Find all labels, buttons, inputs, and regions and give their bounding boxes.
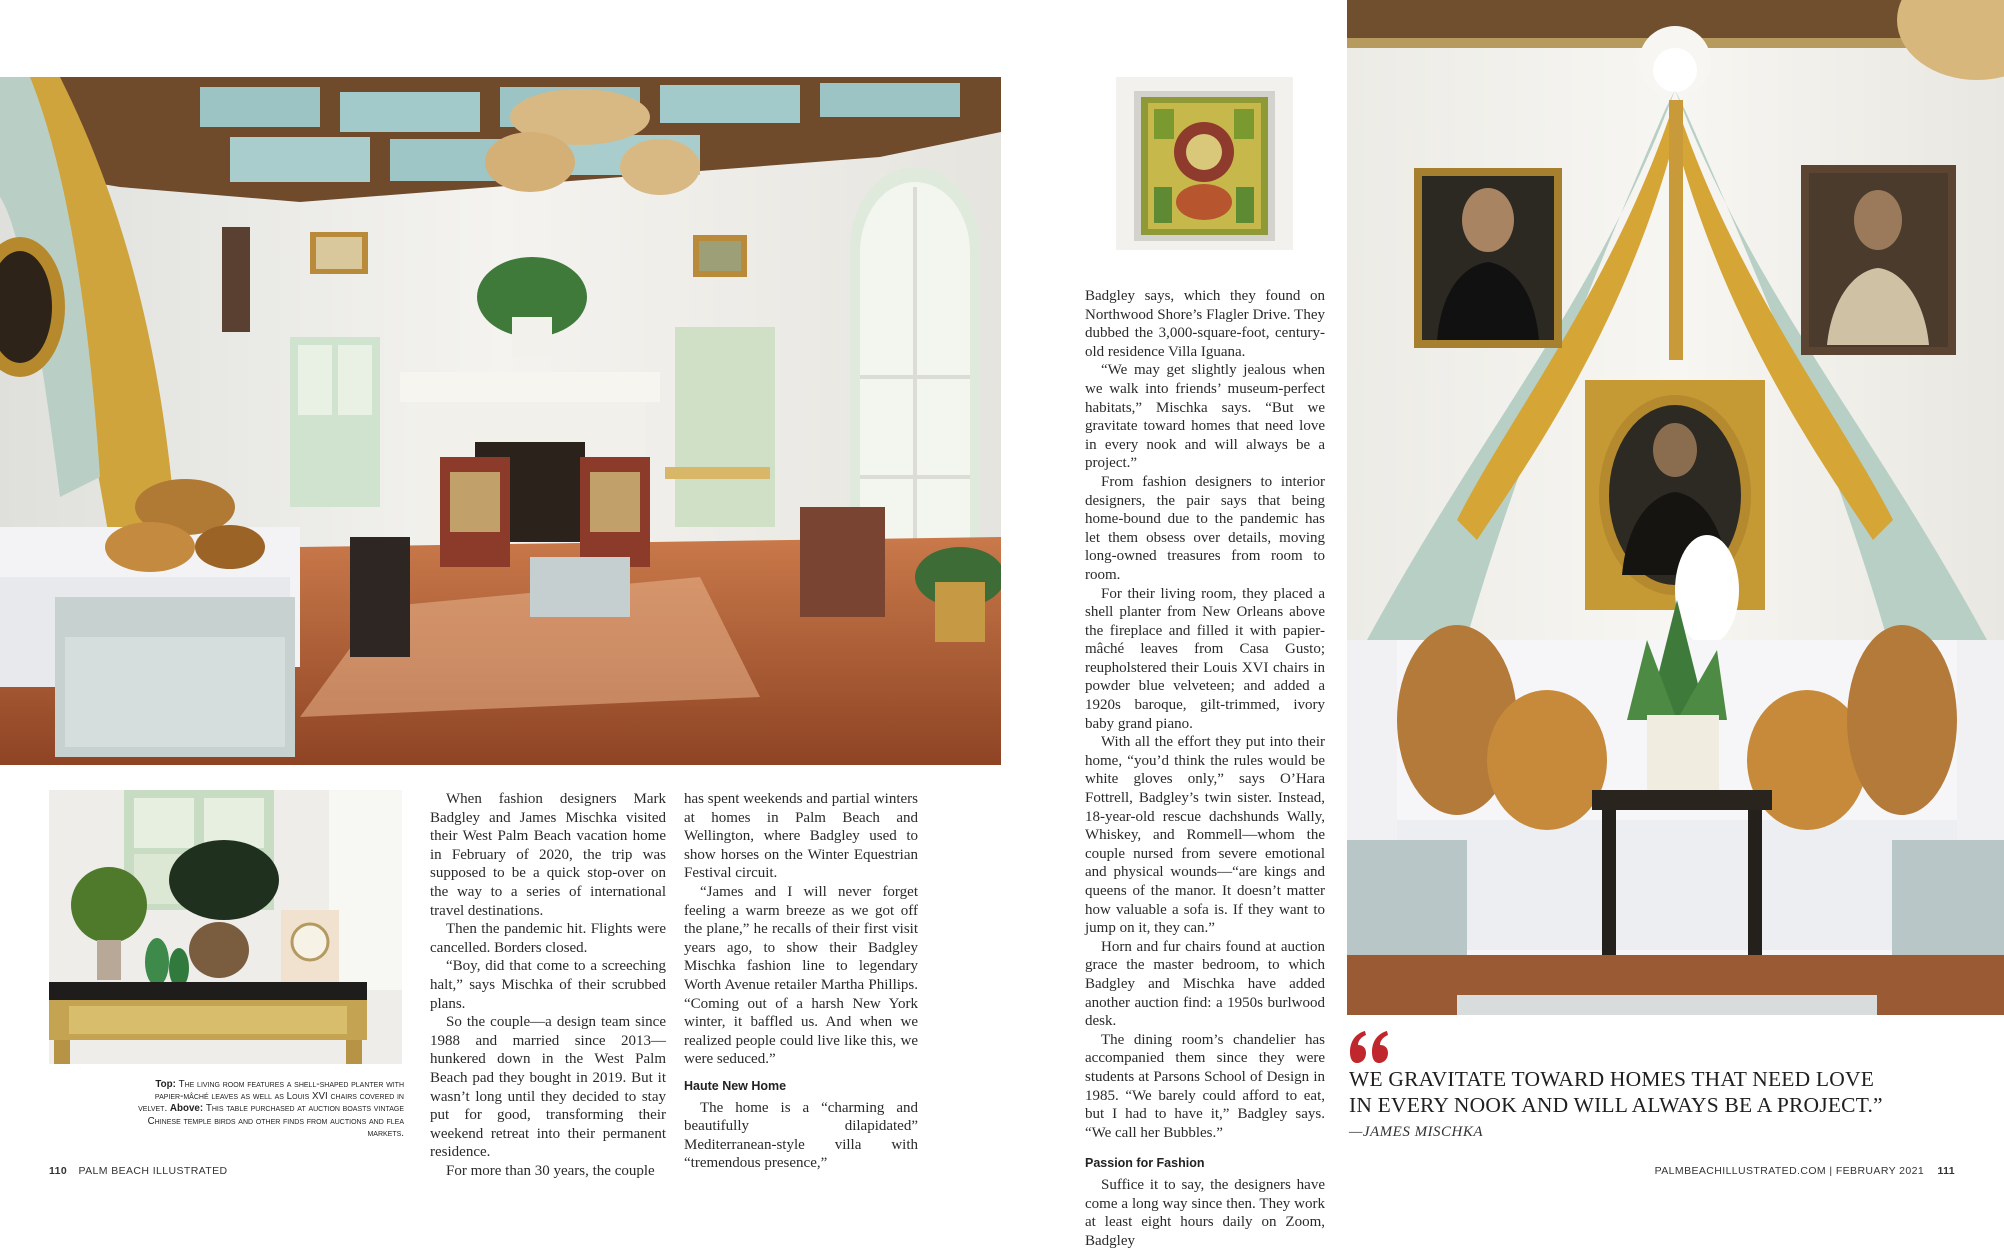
table-vignette-photo [49,790,402,1064]
site-and-date: PALMBEACHILLUSTRATED.COM | FEBRUARY 2021 [1654,1165,1925,1177]
paragraph: “Boy, did that come to a screeching halt,” says Mischka of their scrubbed plans. [430,958,666,1012]
paragraph: With all the effort they put into their home, “you’d think the rules would be white gloves only,” says O’Hara Fottrell, Badgley’s twin sister. Instead, 18-year-old rescue dachshunds Wally, Whiskey, and Rommell—whom the couple nursed from severe emotional and physical wounds—“are kings and queens of the manor. It doesn’t matter how valuable a sofa is. If they want to jump on it, they can.” [1085,734,1325,937]
page-number-left: 110 [49,1165,68,1177]
paragraph: The dining room’s chandelier has accompanied them since they were students at Parsons School of Design in 1985. “We barely could afford to eat, but I had to have it,” Badgley says. “We call her Bubbles.” [1085,1031,1325,1141]
page-number-right: 111 [1937,1165,1955,1177]
paragraph: “We may get slightly jealous when we walk into friends’ museum-perfect habitats,” Mischka says. “But we gravitate toward homes that need love in every nook and will always be a project.” [1085,362,1325,472]
paragraph: has spent weekends and partial winters at homes in Palm Beach and Wellington, where Badgley used to show horses on the Winter Equestrian Festival circuit. [684,791,918,882]
pull-quote-attribution: —JAMES MISCHKA [1349,1124,1484,1140]
paragraph: From fashion designers to interior designers, the pair says that being home-bound due to the pandemic has let them obsess over details, moving long-owned treasures from room to room. [1085,473,1325,583]
paragraph: Badgley says, which they found on Northwood Shore’s Flagler Drive. They dubbed the 3,000-square-foot, century-old residence Villa Iguana. [1085,288,1325,360]
article-column-2 [684,790,918,1173]
pull-quote-line-2: IN EVERY NOOK AND WILL ALWAYS BE A PROJECT.” [1349,1093,1883,1117]
paragraph: When fashion designers Mark Badgley and James Mischka visited their West Palm Beach vacation home in February of 2020, the trip was supposed to be a quick stop-over on the way to a series of international travel destinations. [430,791,666,919]
caption-label-top: Top: [155,1079,176,1090]
folio-right [1655,1165,1955,1177]
article-column-1 [430,790,666,1180]
photo-caption [138,1079,404,1140]
stained-glass-photo [1116,77,1293,250]
paragraph: The home is a “charming and beautifully dilapidated” Mediterranean-style villa with “tremendous presence,” [684,1099,918,1172]
living-room-photo [0,77,1001,765]
paragraph: Suffice it to say, the designers have come a long way since then. They work at least eight hours daily on Zoom, Badgley [1085,1176,1325,1249]
paragraph: For more than 30 years, the couple [446,1162,655,1179]
caption-text-top: The living room features a shell-shaped planter with papier-mâché leaves as well as Louis XVI chairs covered in velvet. [138,1079,404,1115]
caption-label-above: Above: [169,1103,204,1115]
paragraph: Horn and fur chairs found at auction grace the master bedroom, to which Badgley and Mischka have added another auction find: a 1950s burlwood desk. [1085,938,1325,1030]
portraits-settee-photo [1347,0,2004,1015]
subhead-passion-for-fashion: Passion for Fashion [1085,1156,1205,1171]
publication-name: PALM BEACH ILLUSTRATED [78,1165,228,1177]
paragraph: For their living room, they placed a shell planter from New Orleans above the fireplace and filled it with papier-mâché leaves from Casa Gusto; reupholstered their Louis XVI chairs in powder blue velveteen; and added a 1920s baroque, gilt-trimmed, ivory baby grand piano. [1085,585,1325,732]
subhead-haute-new-home: Haute New Home [684,1078,787,1093]
folio-left [49,1165,228,1177]
quote-mark-icon [1348,1030,1392,1064]
paragraph: Then the pandemic hit. Flights were cancelled. Borders closed. [430,921,666,956]
caption-text-above: This table purchased at auction boasts vintage Chinese temple birds and other finds from auctions and flea markets. [147,1103,404,1139]
article-column-3 [1085,287,1325,1250]
paragraph: So the couple—a design team since 1988 and married since 2013—hunkered down in the West Palm Beach pad they bought in 2019. But it wasn’t long until they decided to stay put for good, transforming their weekend retreat into their permanent residence. [430,1014,666,1161]
paragraph: “James and I will never forget feeling a warm breeze as we got off the plane,” he recalls of their first visit years ago, to show their Badgley Mischka fashion line to legendary Worth Avenue retailer Martha Phillips. “Coming out of a harsh New York winter, it baffled us. And when we realized people could live like this, we were seduced.” [684,883,918,1068]
pull-quote-line-1: WE GRAVITATE TOWARD HOMES THAT NEED LOVE [1349,1067,1875,1091]
pull-quote [1349,1066,1909,1118]
